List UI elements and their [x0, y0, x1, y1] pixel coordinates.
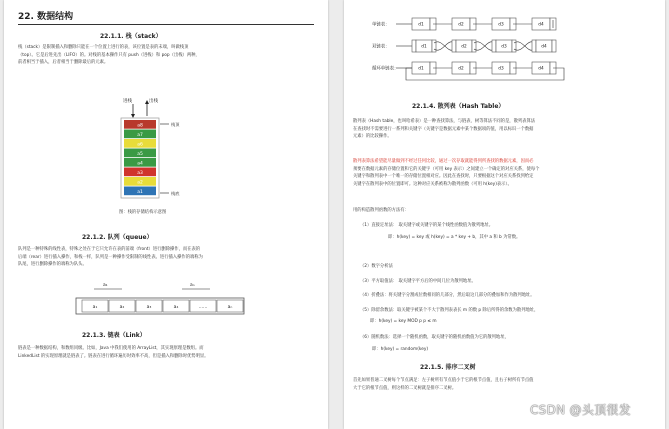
queue-cell-label: aₙ	[227, 304, 233, 310]
push-label: 进栈	[123, 99, 132, 104]
stack-cells	[124, 120, 156, 195]
stack-cell-label: a5	[137, 151, 143, 157]
queue-diagram	[72, 276, 252, 324]
queue-cell-label: a₁	[92, 304, 98, 310]
node-label: d3	[498, 66, 504, 72]
list-label: 循环单链表：	[372, 66, 399, 72]
push-arrowhead	[131, 114, 135, 118]
stack-line-1: 栈（stack）是限制插入和删除只能在一个位置上进行的表，该位置是表的末端，叫做栈顶	[18, 45, 189, 50]
queue-cell-label: ......	[198, 304, 208, 310]
hash-heading: 22.1.4. 散列表（Hash Table）	[412, 103, 505, 110]
csdn-watermark: CSDN @头顶很发	[530, 403, 632, 417]
node-label: d4	[541, 44, 547, 50]
method-6-formula: 即：h(key) = random(key)	[372, 347, 429, 352]
bottom-label: 栈底	[171, 191, 180, 196]
sort-line-2: 大于它的根节点值，则这样的二叉树就是排序二叉树。	[353, 385, 457, 391]
stack-cell-label: a2	[137, 180, 143, 186]
next-pointer	[434, 42, 454, 50]
stack-line-3: 前者相当于插入，后者相当于删除最后的元素。	[18, 60, 109, 65]
list-label: 双链表：	[372, 44, 390, 50]
linked-lists	[372, 18, 564, 80]
top-label: 栈顶	[171, 122, 180, 127]
queue-line-2: 后端（rear）进行插入操作，和栈一样，队列是一种操作受限制的线性表。进行插入操作的端称为	[18, 254, 203, 260]
prev-field	[452, 40, 456, 52]
next-field	[552, 40, 556, 52]
prev-field	[412, 40, 416, 52]
linked-heading: 22.1.3. 链表（Link）	[82, 332, 146, 339]
stack-cell-label: a3	[137, 170, 143, 176]
hash-paragraph-1	[353, 118, 658, 141]
next-pointer	[474, 42, 494, 50]
node-label: d4	[538, 22, 544, 28]
list-label: 单链表：	[372, 22, 390, 28]
prev-pointer	[474, 42, 494, 50]
method-6: （6）随机数法：选择一个随机函数，取关键字的随机函数值为它的散列地址，	[360, 335, 509, 340]
next-field	[512, 40, 516, 52]
stack-cell-label: a4	[137, 161, 143, 167]
stack-cell-label: a1	[137, 189, 143, 195]
chapter-rule	[18, 24, 314, 25]
method-5-formula: 即：h(key) = key MOD p p ≤ m	[370, 319, 437, 324]
hash-paragraph-2	[353, 158, 658, 188]
stack-heading: 22.1.1. 栈（stack）	[100, 33, 162, 40]
node-label: d4	[538, 66, 544, 72]
queue-line-1: 队列是一种特殊的线性表，特殊之处在于它只允许在表的前端（front）进行删除操作，而在表的	[18, 247, 201, 252]
right-page	[344, 0, 665, 429]
hash-line-4-red: 散列表算法希望能尽量做到不经过任何比较，通过一次存取就能得到所查找的数据元素，因而必	[353, 159, 534, 164]
node-label: d2	[461, 44, 467, 50]
node-label: d1	[418, 66, 424, 72]
prev-field	[492, 40, 496, 52]
hash-line-2: 在查找时不需要进行一系列和关键字（关键字是数据元素中某个数据项的值，用以标识一个数据	[353, 126, 534, 132]
prev-field	[532, 40, 536, 52]
queue-paragraph	[18, 246, 318, 269]
hash-line-7: 关键字在散列表中的位置即可。这种对应关系被称为散列函数（可用 h(key)表示）。	[353, 181, 512, 187]
method-5: （5）除留余数法：取关键字被某个不大于散列表表长 m 的数 p 除后所得的余数为散列地址，	[360, 308, 539, 313]
node-label: d3	[501, 44, 507, 50]
method-1-formula: 即：h(key) = key 或 h(key) = a * key + b，其中 a 和 b 为常数。	[388, 235, 521, 240]
prev-pointer	[514, 42, 534, 50]
queue-heading: 22.1.2. 队列（queue）	[82, 234, 153, 241]
stack-cell-label: a8	[137, 123, 143, 129]
stack-cell-label: a7	[137, 132, 143, 138]
left-page	[4, 0, 328, 429]
node-label: d1	[418, 22, 424, 28]
hash-line-3: 元素）的比较操作。	[353, 134, 392, 139]
node-label: d3	[498, 22, 504, 28]
stack-caption: 图：栈的存储结构示意图	[119, 210, 167, 215]
next-field	[472, 40, 476, 52]
sort-tree-heading: 22.1.5. 排序二叉树	[420, 364, 476, 371]
sort-line-1: 首先如果普通二叉树每个节点满足：左子树所有节点值小于它的根节点值，且右子树所有节点值	[353, 378, 534, 383]
pop-label: 出栈	[149, 99, 158, 104]
hash-line-5: 须要在数据元素的存储位置和它的关键字（可用 key 表示）之间建立一个确定的对应关系，使每个	[353, 166, 540, 172]
method-1: （1）直接定址法： 取关键字或关键字的某个线性函数值为散列地址。	[360, 223, 494, 228]
stack-diagram	[119, 94, 214, 206]
method-4: （4）折叠法：将关键字分割成位数相同的几部分，然后取这几部分的叠加和作为散列地址。	[360, 293, 535, 298]
node-label: d1	[421, 44, 427, 50]
stack-paragraph	[18, 44, 318, 67]
method-2: （2）数字分析法	[360, 264, 393, 269]
linked-list-diagrams	[372, 16, 632, 82]
methods-intro: 用的构造散列函数的方法有：	[353, 208, 409, 213]
linked-line-2: LinkedList 的实现原理就是链表了。链表在进行循环遍历时效率不高，但是插入和删除时优势明显。	[18, 353, 209, 359]
linked-paragraph	[18, 345, 318, 360]
next-field	[432, 40, 436, 52]
hash-line-6: 关键字和散列表中一个唯一的存储位置相对应。因此在查找时，只要根据这个对应关系找到给定	[353, 174, 534, 179]
queue-cell-label: a₂	[119, 304, 125, 310]
queue-cell-label: a₃	[146, 304, 152, 310]
node-label: d2	[458, 22, 464, 28]
method-3: （3）平方取值法： 取关键字平方后的中间几位为散列地址。	[360, 279, 476, 284]
next-pointer	[514, 42, 534, 50]
linked-line-1: 链表是一种数据结构，和数组同级。比如，Java 中我们使用的 ArrayList，其实现原理是数组。而	[18, 346, 204, 351]
stack-cell-label: a6	[137, 142, 143, 148]
queue-rear-label: aₙ	[190, 283, 195, 288]
queue-cell-label: a₄	[173, 304, 179, 310]
sort-tree-paragraph	[353, 377, 658, 392]
hash-line-1: 散列表（Hash table，也叫哈希表）是一种查找算法，与链表、树等算法不同的是，散列表算法	[353, 119, 536, 124]
queue-front-label: a₁	[103, 283, 108, 288]
chapter-title: 22. 数据结构	[18, 12, 74, 22]
node-label: d2	[458, 66, 464, 72]
prev-pointer	[434, 42, 454, 50]
stack-line-2: （top）。它是后进先出（LIFO）的。对栈的基本操作只有 push（进栈）和 pop（出栈）两种，	[18, 52, 200, 58]
queue-line-3: 队尾，进行删除操作的端称为队头。	[18, 262, 87, 267]
